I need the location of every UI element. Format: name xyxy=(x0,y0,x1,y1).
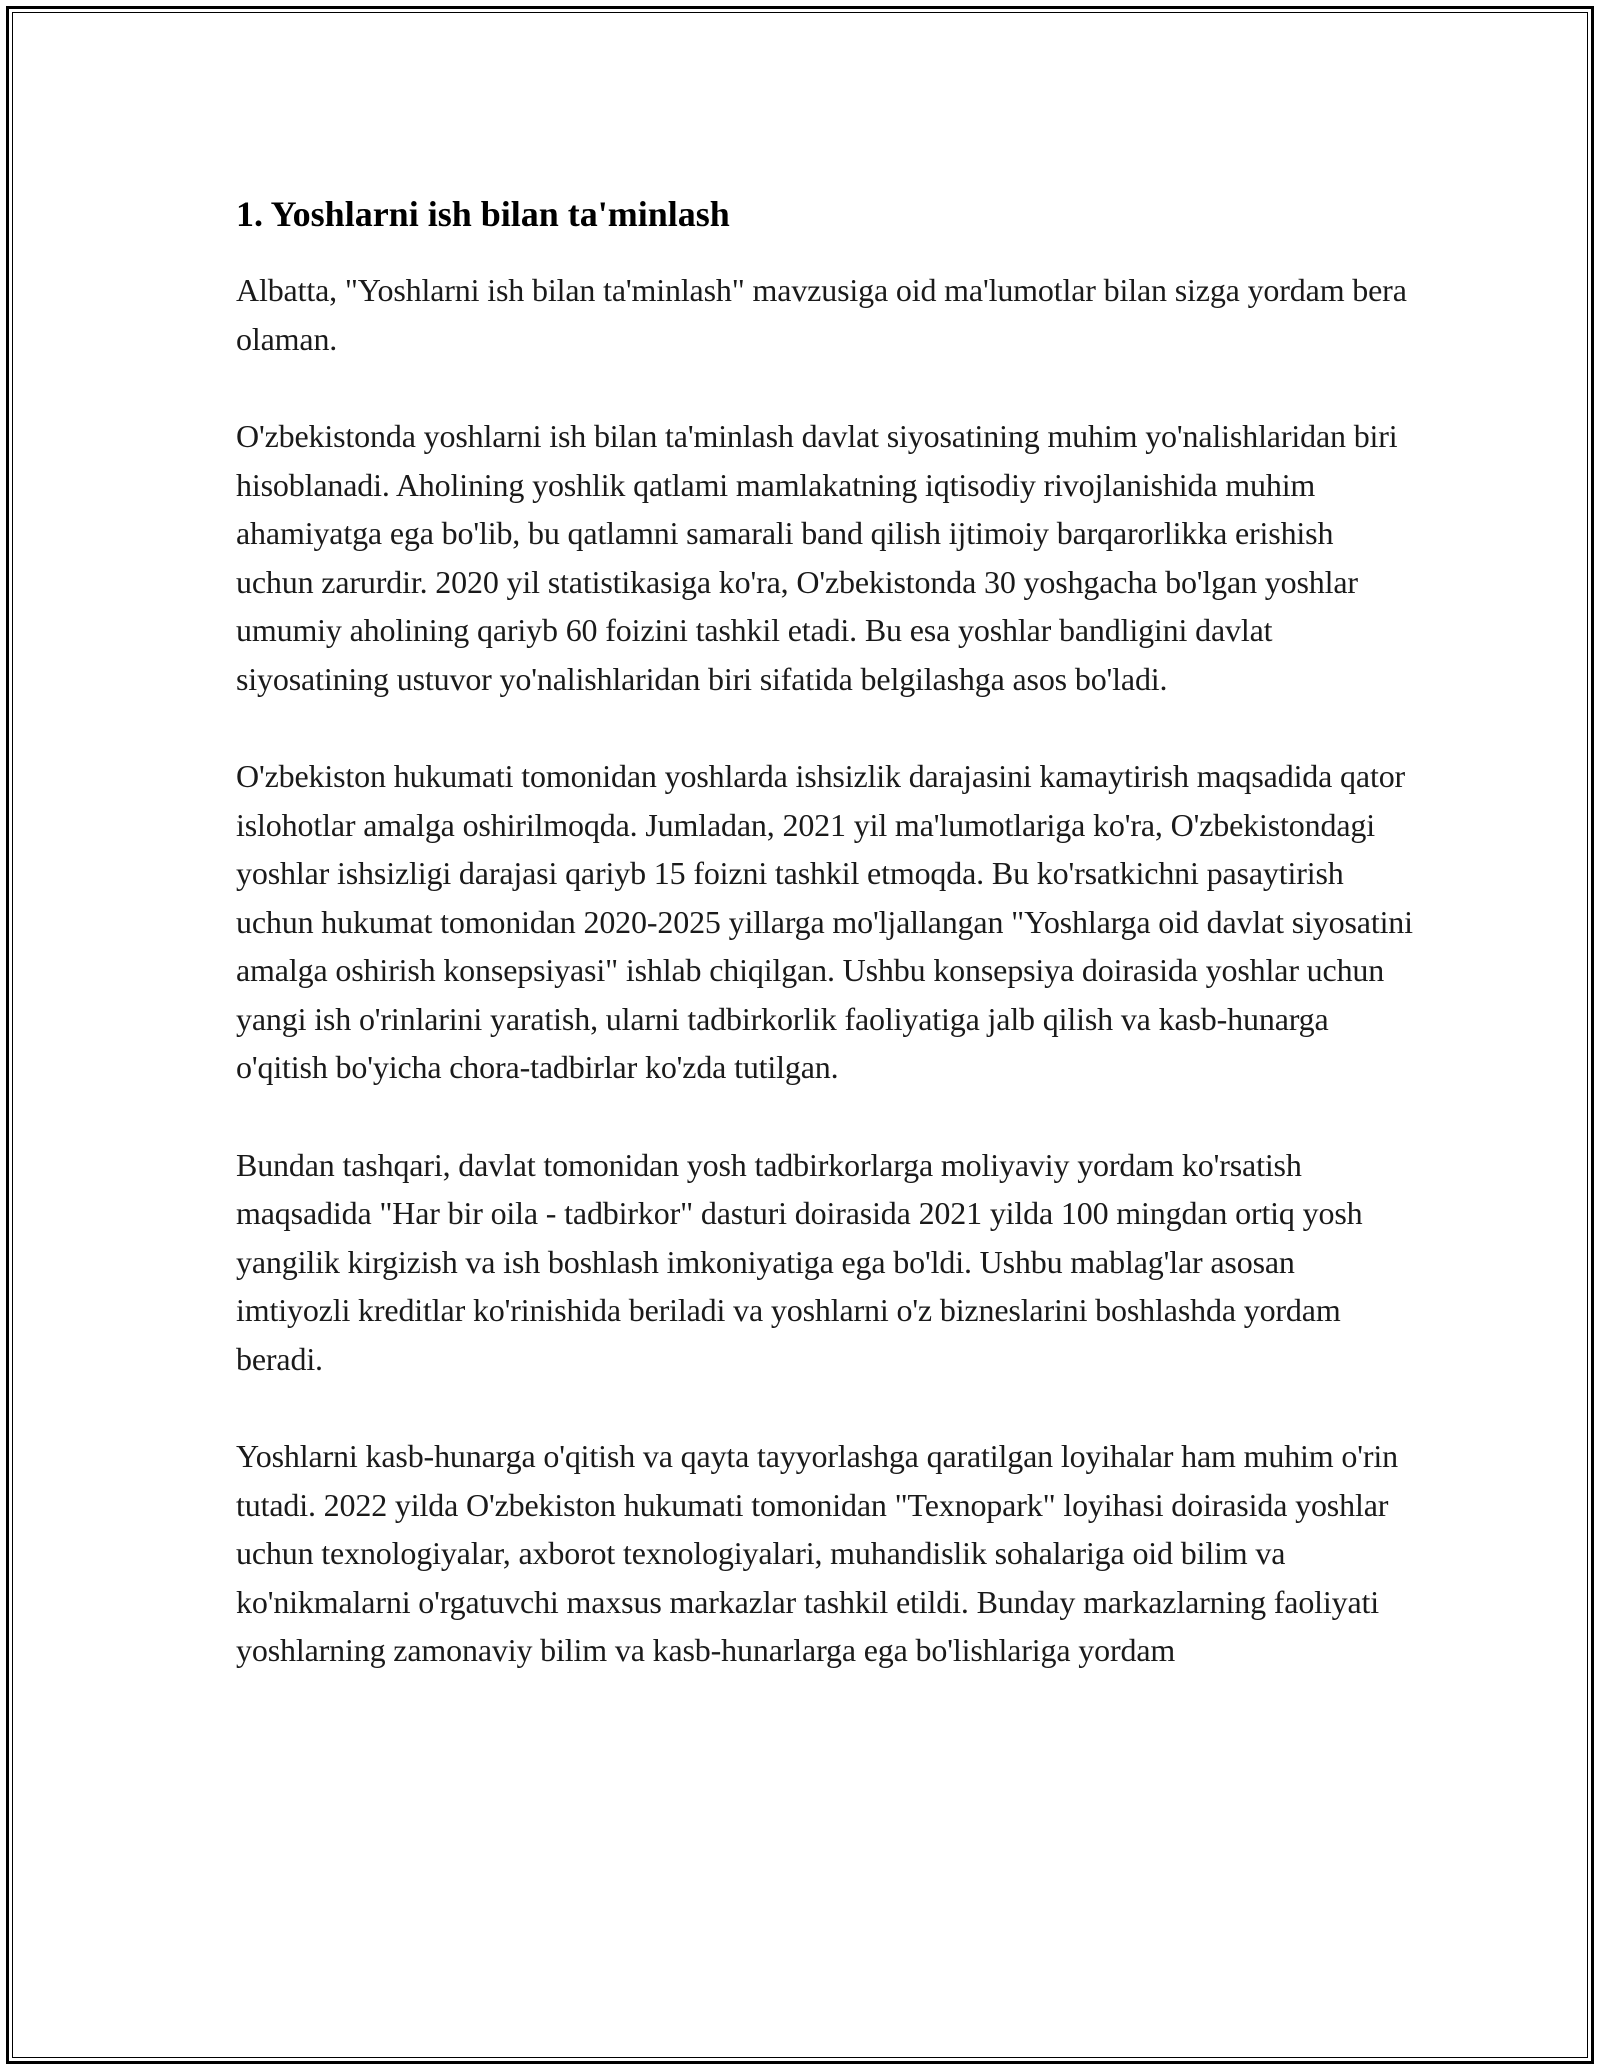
paragraph-financial-support: Bundan tashqari, davlat tomonidan yosh tadbirkorlarga moliyaviy yordam ko'rsatish maqsadida "Har bir oila - tadbirkor" dasturi doirasida 2021 yilda 100 mingdan ortiq yosh yangilik kirgizish va ish boshlash imkoniyatiga ega bo'ldi. Ushbu mablag'lar asosan imtiyozli kreditlar ko'rinishida beriladi va yoshlarni o'z bizneslarini boshlashda yordam beradi. xyxy=(236,1146,1363,1377)
document-title: 1. Yoshlarni ish bilan ta'minlash xyxy=(236,194,730,234)
paragraph-youth-policy: O'zbekistonda yoshlarni ish bilan ta'minlash davlat siyosatining muhim yo'nalishlaridan biri hisoblanadi. Aholining yoshlik qatlami mamlakatning iqtisodiy rivojlanishida muhim ahamiyatga ega bo'lib, bu qatlamni samarali band qilish ijtimoiy barqarorlikka erishish uchun zarurdir. 2020 yil statistikasiga ko'ra, O'zbekistonda 30 yoshgacha bo'lgan yoshlar umumiy aholining qariyb 60 foizini tashkil etadi. Bu esa yoshlar bandligini davlat siyosatining ustuvor yo'nalishlaridan biri sifatida belgilashga asos bo'ladi. xyxy=(236,418,1398,697)
paragraph-intro: Albatta, "Yoshlarni ish bilan ta'minlash" mavzusiga oid ma'lumotlar bilan sizga yordam bera olaman. xyxy=(236,272,1407,357)
paragraph-vocational-training: Yoshlarni kasb-hunarga o'qitish va qayta tayyorlashga qaratilgan loyihalar ham muhim o'rin tutadi. 2022 yilda O'zbekiston hukumati tomonidan "Texnopark" loyihasi doirasida yoshlar uchun texnologiyalar, axborot texnologiyalari, muhandislik sohalariga oid bilim va ko'nikmalarni o'rgatuvchi maxsus markazlar tashkil etildi. Bunday markazlarning faoliyati yoshlarning zamonaviy bilim va kasb-hunarlarga ega bo'lishlariga yordam xyxy=(236,1438,1398,1668)
document-body xyxy=(236,186,1416,1724)
paragraph-government-reforms: O'zbekiston hukumati tomonidan yoshlarda ishsizlik darajasini kamaytirish maqsadida qator islohotlar amalga oshirilmoqda. Jumladan, 2021 yil ma'lumotlariga ko'ra, O'zbekistondagi yoshlar ishsizligi darajasi qariyb 15 foizni tashkil etmoqda. Bu ko'rsatkichni pasaytirish uchun hukumat tomonidan 2020-2025 yillarga mo'ljallangan "Yoshlarga oid davlat siyosatini amalga oshirish konsepsiyasi" ishlab chiqilgan. Ushbu konsepsiya doirasida yoshlar uchun yangi ish o'rinlarini yaratish, ularni tadbirkorlik faoliyatiga jalb qilish va kasb-hunarga o'qitish bo'yicha chora-tadbirlar ko'zda tutilgan. xyxy=(236,758,1413,1085)
